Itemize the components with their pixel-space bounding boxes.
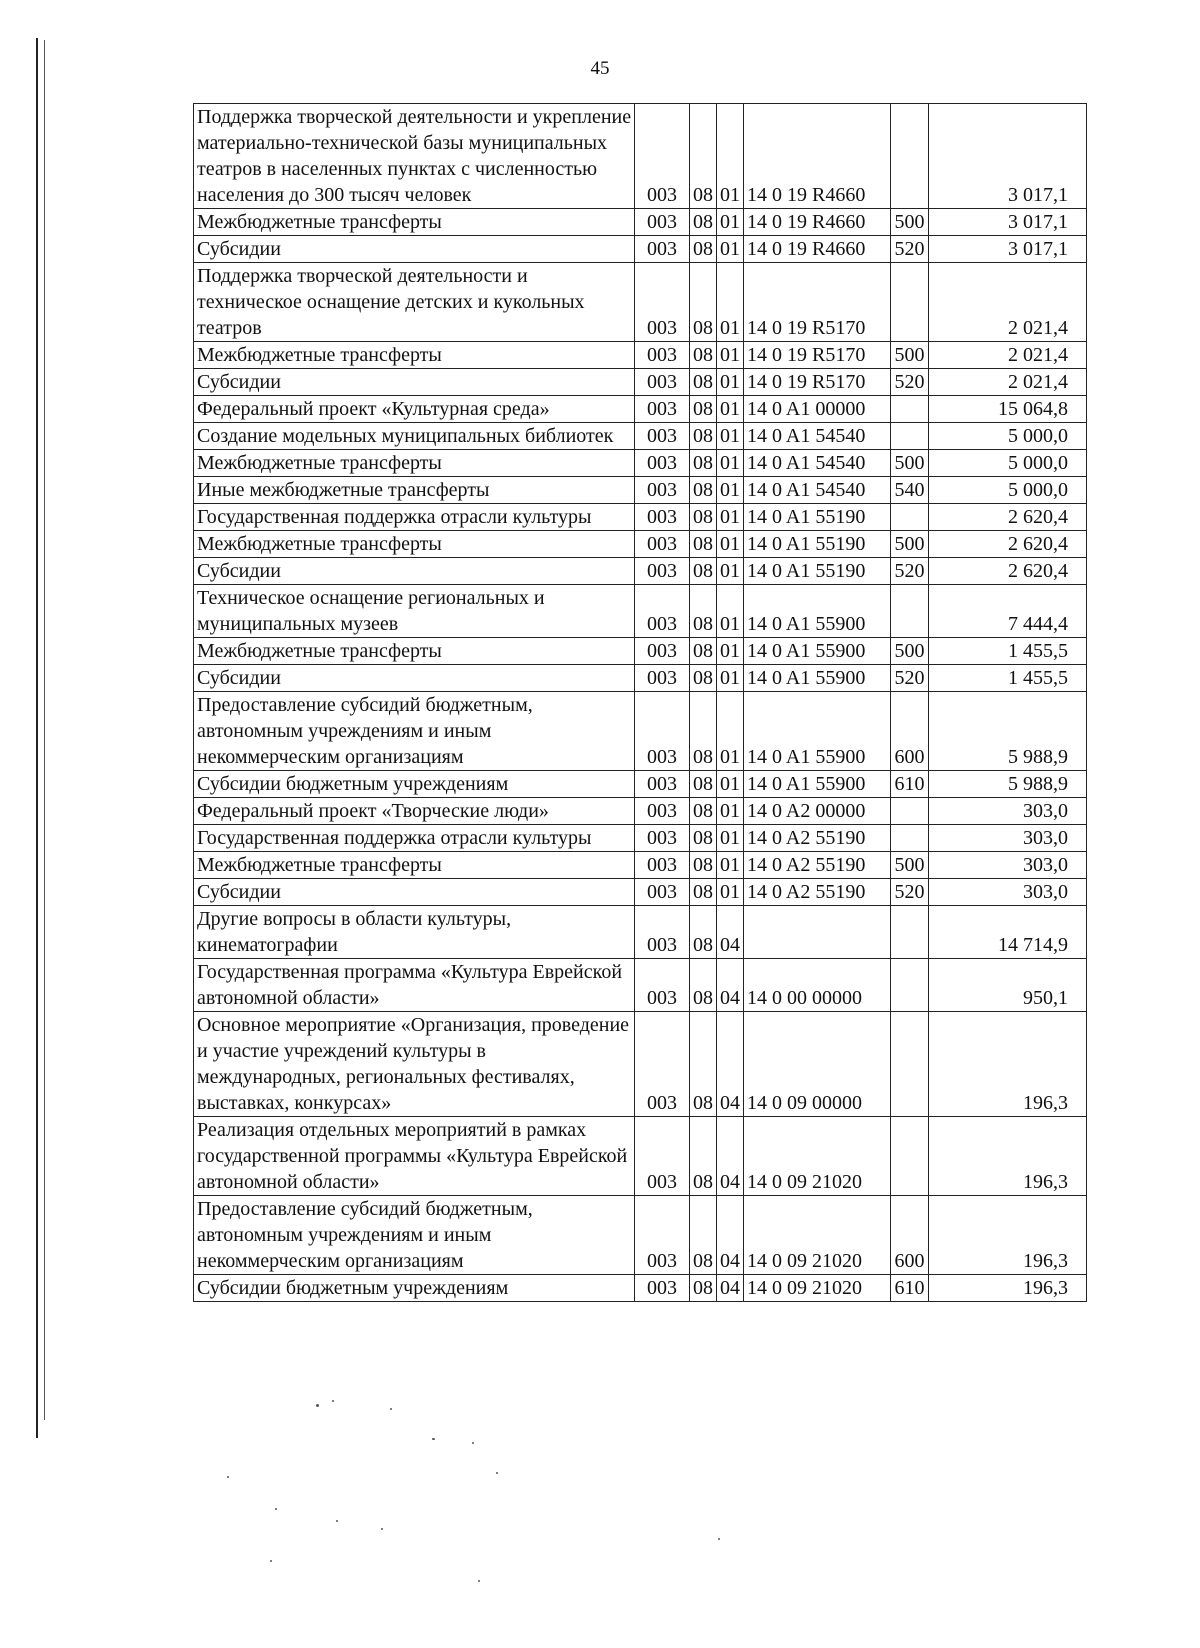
row-subsection-code: 01 [717,879,744,906]
row-target-article-code: 14 0 A2 00000 [744,798,891,825]
row-name: Межбюджетные трансферты [194,852,635,879]
scan-speck [718,1538,720,1540]
table-row [194,665,1087,692]
row-amount: 2 620,4 [929,504,1087,531]
scan-speck [275,1508,277,1510]
row-grbs-code: 003 [635,369,690,396]
row-name: Межбюджетные трансферты [194,638,635,665]
row-expense-type-code: 520 [891,879,929,906]
row-amount: 1 455,5 [929,665,1087,692]
row-amount: 196,3 [929,1196,1087,1275]
row-name: Межбюджетные трансферты [194,209,635,236]
row-section-code: 08 [690,423,717,450]
row-section-code: 08 [690,638,717,665]
row-amount: 196,3 [929,1275,1087,1302]
row-expense-type-code [891,798,929,825]
table-row [194,263,1087,342]
table-row [194,692,1087,771]
row-name: Государственная поддержка отрасли культуры [194,825,635,852]
row-amount: 14 714,9 [929,906,1087,959]
row-expense-type-code: 500 [891,531,929,558]
row-name: Поддержка творческой деятельности и техническое оснащение детских и кукольных театров [194,263,635,342]
row-subsection-code: 01 [717,692,744,771]
table-row [194,825,1087,852]
row-target-article-code: 14 0 A1 55900 [744,665,891,692]
row-grbs-code: 003 [635,450,690,477]
row-subsection-code: 04 [717,906,744,959]
table-row [194,396,1087,423]
row-section-code: 08 [690,692,717,771]
row-section-code: 08 [690,558,717,585]
row-amount: 2 021,4 [929,369,1087,396]
row-grbs-code: 003 [635,771,690,798]
row-section-code: 08 [690,585,717,638]
row-expense-type-code: 500 [891,342,929,369]
scan-speck [381,1528,383,1530]
scan-margin-line-inner [44,40,45,1420]
row-amount: 1 455,5 [929,638,1087,665]
row-expense-type-code [891,906,929,959]
row-grbs-code: 003 [635,798,690,825]
row-expense-type-code [891,585,929,638]
row-expense-type-code [891,825,929,852]
page-number: 45 [590,58,610,79]
row-section-code: 08 [690,263,717,342]
row-target-article-code: 14 0 A1 55190 [744,558,891,585]
row-amount: 7 444,4 [929,585,1087,638]
row-subsection-code: 01 [717,771,744,798]
row-amount: 303,0 [929,852,1087,879]
row-grbs-code: 003 [635,959,690,1012]
row-section-code: 08 [690,665,717,692]
row-subsection-code: 01 [717,342,744,369]
table-row [194,104,1087,209]
scan-speck [336,1520,338,1522]
row-subsection-code: 01 [717,450,744,477]
row-subsection-code: 04 [717,1012,744,1117]
row-expense-type-code: 500 [891,209,929,236]
row-grbs-code: 003 [635,665,690,692]
row-subsection-code: 04 [717,959,744,1012]
row-amount: 303,0 [929,879,1087,906]
row-amount: 5 988,9 [929,771,1087,798]
row-target-article-code: 14 0 09 21020 [744,1275,891,1302]
table-row [194,558,1087,585]
row-amount: 3 017,1 [929,104,1087,209]
row-amount: 5 000,0 [929,450,1087,477]
scan-speck [332,1400,334,1402]
table-row [194,879,1087,906]
row-grbs-code: 003 [635,531,690,558]
row-amount: 303,0 [929,825,1087,852]
table-row [194,477,1087,504]
row-grbs-code: 003 [635,504,690,531]
row-section-code: 08 [690,342,717,369]
row-expense-type-code [891,396,929,423]
row-name: Межбюджетные трансферты [194,450,635,477]
row-amount: 2 021,4 [929,263,1087,342]
row-amount: 5 000,0 [929,423,1087,450]
scan-speck [390,1408,392,1410]
row-subsection-code: 01 [717,531,744,558]
row-section-code: 08 [690,959,717,1012]
row-name: Предоставление субсидий бюджетным, автономным учреждениям и иным некоммерческим организациям [194,1196,635,1275]
scan-speck [270,1560,272,1562]
row-subsection-code: 01 [717,558,744,585]
row-subsection-code: 01 [717,236,744,263]
row-section-code: 08 [690,369,717,396]
row-name: Межбюджетные трансферты [194,531,635,558]
table-row [194,209,1087,236]
scan-speck [496,1472,498,1474]
row-target-article-code: 14 0 A1 55900 [744,692,891,771]
row-amount: 3 017,1 [929,236,1087,263]
row-target-article-code: 14 0 A2 55190 [744,852,891,879]
row-name: Техническое оснащение региональных и муниципальных музеев [194,585,635,638]
row-subsection-code: 01 [717,209,744,236]
row-subsection-code: 04 [717,1196,744,1275]
table-row [194,959,1087,1012]
row-target-article-code: 14 0 19 R5170 [744,263,891,342]
row-expense-type-code: 500 [891,852,929,879]
row-expense-type-code: 600 [891,1196,929,1275]
row-name: Субсидии [194,236,635,263]
row-grbs-code: 003 [635,209,690,236]
row-target-article-code: 14 0 A1 55900 [744,771,891,798]
row-amount: 196,3 [929,1012,1087,1117]
scan-speck [478,1580,480,1582]
row-name: Субсидии [194,665,635,692]
row-section-code: 08 [690,852,717,879]
table-row [194,450,1087,477]
row-subsection-code: 04 [717,1117,744,1196]
row-target-article-code: 14 0 A1 54540 [744,450,891,477]
row-amount: 303,0 [929,798,1087,825]
table-row [194,236,1087,263]
budget-table-body [194,104,1087,1302]
row-expense-type-code [891,1117,929,1196]
row-name: Другие вопросы в области культуры, кинематографии [194,906,635,959]
table-row [194,1012,1087,1117]
row-grbs-code: 003 [635,825,690,852]
row-expense-type-code: 520 [891,665,929,692]
row-section-code: 08 [690,477,717,504]
row-expense-type-code [891,104,929,209]
row-grbs-code: 003 [635,585,690,638]
row-expense-type-code: 500 [891,638,929,665]
table-row [194,852,1087,879]
row-grbs-code: 003 [635,879,690,906]
row-name: Поддержка творческой деятельности и укрепление материально-технической базы муниципальных театров в населенных пунктах с численностью населения до 300 тысяч человек [194,104,635,209]
row-section-code: 08 [690,504,717,531]
row-grbs-code: 003 [635,638,690,665]
table-row [194,342,1087,369]
row-subsection-code: 01 [717,104,744,209]
row-subsection-code: 01 [717,369,744,396]
scan-speck [472,1442,474,1444]
row-amount: 5 988,9 [929,692,1087,771]
row-section-code: 08 [690,396,717,423]
row-target-article-code: 14 0 19 R4660 [744,236,891,263]
row-target-article-code: 14 0 A2 55190 [744,825,891,852]
row-grbs-code: 003 [635,906,690,959]
row-target-article-code: 14 0 09 21020 [744,1196,891,1275]
row-name: Иные межбюджетные трансферты [194,477,635,504]
row-subsection-code: 01 [717,665,744,692]
row-name: Реализация отдельных мероприятий в рамках государственной программы «Культура Еврейской автономной области» [194,1117,635,1196]
row-section-code: 08 [690,236,717,263]
row-target-article-code: 14 0 19 R4660 [744,209,891,236]
table-row [194,369,1087,396]
row-expense-type-code: 600 [891,692,929,771]
row-section-code: 08 [690,879,717,906]
row-subsection-code: 01 [717,396,744,423]
row-section-code: 08 [690,1117,717,1196]
row-expense-type-code: 500 [891,450,929,477]
row-target-article-code: 14 0 A1 55900 [744,638,891,665]
row-subsection-code: 01 [717,504,744,531]
row-grbs-code: 003 [635,104,690,209]
table-row [194,423,1087,450]
row-expense-type-code [891,1012,929,1117]
row-expense-type-code: 520 [891,369,929,396]
row-name: Создание модельных муниципальных библиотек [194,423,635,450]
row-name: Предоставление субсидий бюджетным, автономным учреждениям и иным некоммерческим организациям [194,692,635,771]
row-name: Межбюджетные трансферты [194,342,635,369]
table-row [194,1196,1087,1275]
row-amount: 15 064,8 [929,396,1087,423]
row-name: Основное мероприятие «Организация, проведение и участие учреждений культуры в международных, региональных фестивалях, выставках, конкурсах» [194,1012,635,1117]
row-expense-type-code [891,423,929,450]
row-subsection-code: 01 [717,263,744,342]
row-subsection-code: 01 [717,798,744,825]
row-amount: 196,3 [929,1117,1087,1196]
row-grbs-code: 003 [635,236,690,263]
row-name: Государственная программа «Культура Еврейской автономной области» [194,959,635,1012]
row-section-code: 08 [690,531,717,558]
row-expense-type-code [891,504,929,531]
table-row [194,531,1087,558]
row-expense-type-code [891,263,929,342]
row-name: Субсидии [194,558,635,585]
row-grbs-code: 003 [635,342,690,369]
row-grbs-code: 003 [635,477,690,504]
row-grbs-code: 003 [635,396,690,423]
table-row [194,771,1087,798]
row-target-article-code: 14 0 19 R4660 [744,104,891,209]
row-section-code: 08 [690,771,717,798]
row-section-code: 08 [690,798,717,825]
row-grbs-code: 003 [635,1117,690,1196]
row-amount: 3 017,1 [929,209,1087,236]
row-target-article-code: 14 0 09 21020 [744,1117,891,1196]
budget-table [193,103,1087,1302]
row-grbs-code: 003 [635,1275,690,1302]
row-expense-type-code: 610 [891,771,929,798]
row-expense-type-code [891,959,929,1012]
scan-speck [316,1404,319,1407]
row-target-article-code: 14 0 A1 55190 [744,531,891,558]
row-subsection-code: 01 [717,423,744,450]
row-amount: 2 620,4 [929,531,1087,558]
table-row [194,1275,1087,1302]
row-name: Федеральный проект «Творческие люди» [194,798,635,825]
row-section-code: 08 [690,1012,717,1117]
row-name: Субсидии [194,369,635,396]
row-target-article-code: 14 0 09 00000 [744,1012,891,1117]
scan-speck [227,1476,229,1478]
table-row [194,906,1087,959]
row-amount: 2 021,4 [929,342,1087,369]
row-grbs-code: 003 [635,558,690,585]
row-target-article-code: 14 0 A1 55900 [744,585,891,638]
row-expense-type-code: 610 [891,1275,929,1302]
row-target-article-code: 14 0 A2 55190 [744,879,891,906]
row-name: Субсидии бюджетным учреждениям [194,771,635,798]
row-subsection-code: 01 [717,638,744,665]
row-section-code: 08 [690,450,717,477]
row-section-code: 08 [690,906,717,959]
row-grbs-code: 003 [635,263,690,342]
row-amount: 2 620,4 [929,558,1087,585]
row-name: Субсидии бюджетным учреждениям [194,1275,635,1302]
row-subsection-code: 01 [717,477,744,504]
row-section-code: 08 [690,1196,717,1275]
scan-margin-line [36,38,38,1438]
row-expense-type-code: 520 [891,558,929,585]
row-target-article-code: 14 0 A1 54540 [744,423,891,450]
table-row [194,1117,1087,1196]
scan-speck [432,1438,435,1440]
row-amount: 5 000,0 [929,477,1087,504]
row-target-article-code: 14 0 A1 00000 [744,396,891,423]
row-grbs-code: 003 [635,852,690,879]
row-subsection-code: 04 [717,1275,744,1302]
row-target-article-code: 14 0 A1 54540 [744,477,891,504]
row-target-article-code: 14 0 19 R5170 [744,369,891,396]
table-row [194,638,1087,665]
row-grbs-code: 003 [635,1196,690,1275]
table-row [194,585,1087,638]
row-name: Государственная поддержка отрасли культуры [194,504,635,531]
row-expense-type-code: 520 [891,236,929,263]
table-row [194,798,1087,825]
row-target-article-code: 14 0 A1 55190 [744,504,891,531]
row-target-article-code [744,906,891,959]
row-amount: 950,1 [929,959,1087,1012]
row-subsection-code: 01 [717,852,744,879]
row-grbs-code: 003 [635,1012,690,1117]
row-subsection-code: 01 [717,825,744,852]
row-name: Федеральный проект «Культурная среда» [194,396,635,423]
row-section-code: 08 [690,209,717,236]
row-grbs-code: 003 [635,692,690,771]
row-name: Субсидии [194,879,635,906]
row-target-article-code: 14 0 00 00000 [744,959,891,1012]
row-subsection-code: 01 [717,585,744,638]
row-section-code: 08 [690,104,717,209]
row-expense-type-code: 540 [891,477,929,504]
row-target-article-code: 14 0 19 R5170 [744,342,891,369]
row-section-code: 08 [690,1275,717,1302]
table-row [194,504,1087,531]
row-section-code: 08 [690,825,717,852]
row-grbs-code: 003 [635,423,690,450]
